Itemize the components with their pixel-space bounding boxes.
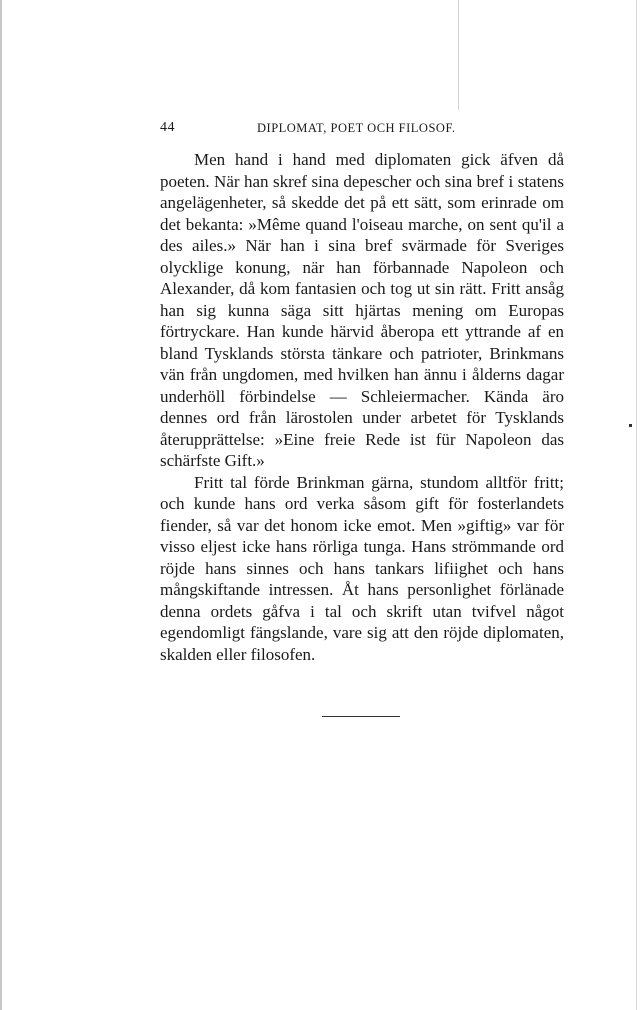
- scan-right-edge: [636, 0, 637, 1010]
- page-header: [160, 120, 580, 140]
- paragraph-1: Men hand i hand med diplomaten gick äfven då poeten. När han skref sina depescher och sina bref i statens angelägenheter, så skedde det på ett sätt, som erinrade om det bekanta: »Même quand l'oiseau marche, on sent qu'il a des ailes.» När han i sina bref svärmade för Sveriges olycklige konung, när han förbannade Napoleon och Alexander, då kom fantasien och tog ut sin rätt. Fritt ansåg han sig kunna säga sitt hjärtas mening om Europas förtryckare. Han kunde härvid åberopa ett yttrande af en bland Tysklands största tänkare och patrioter, Brinkmans vän från ungdomen, med hvilken han ännu i ålderns dagar underhöll förbindelse — Schleiermacher. Kända äro dennes ord från lärostolen under arbetet för Tysklands återupprättelse: »Eine freie Rede ist für Napoleon das schärfste Gift.»: [160, 150, 564, 470]
- running-title: DIPLOMAT, POET OCH FILOSOF.: [257, 121, 456, 135]
- scan-fold-line: [458, 0, 459, 110]
- section-end-rule: [322, 716, 400, 717]
- body-text: [160, 149, 564, 665]
- margin-mark: [629, 424, 632, 427]
- scan-left-edge: [0, 0, 2, 1010]
- paragraph-2: Fritt tal förde Brinkman gärna, stundom alltför fritt; och kunde hans ord verka såsom gift för fosterlandets fiender, så var det honom icke emot. Men »giftig» var för visso eljest icke hans rörliga tunga. Hans strömmande ord röjde hans sinnes och hans tankars lifiighet och hans mångskiftande intressen. Åt hans personlighet förlänade denna ordets gåfva i tal och skrift utan tvifvel något egendomligt fängslande, vare sig att den röjde diplomaten, skalden eller filosofen.: [160, 472, 564, 664]
- page-number: 44: [160, 120, 175, 135]
